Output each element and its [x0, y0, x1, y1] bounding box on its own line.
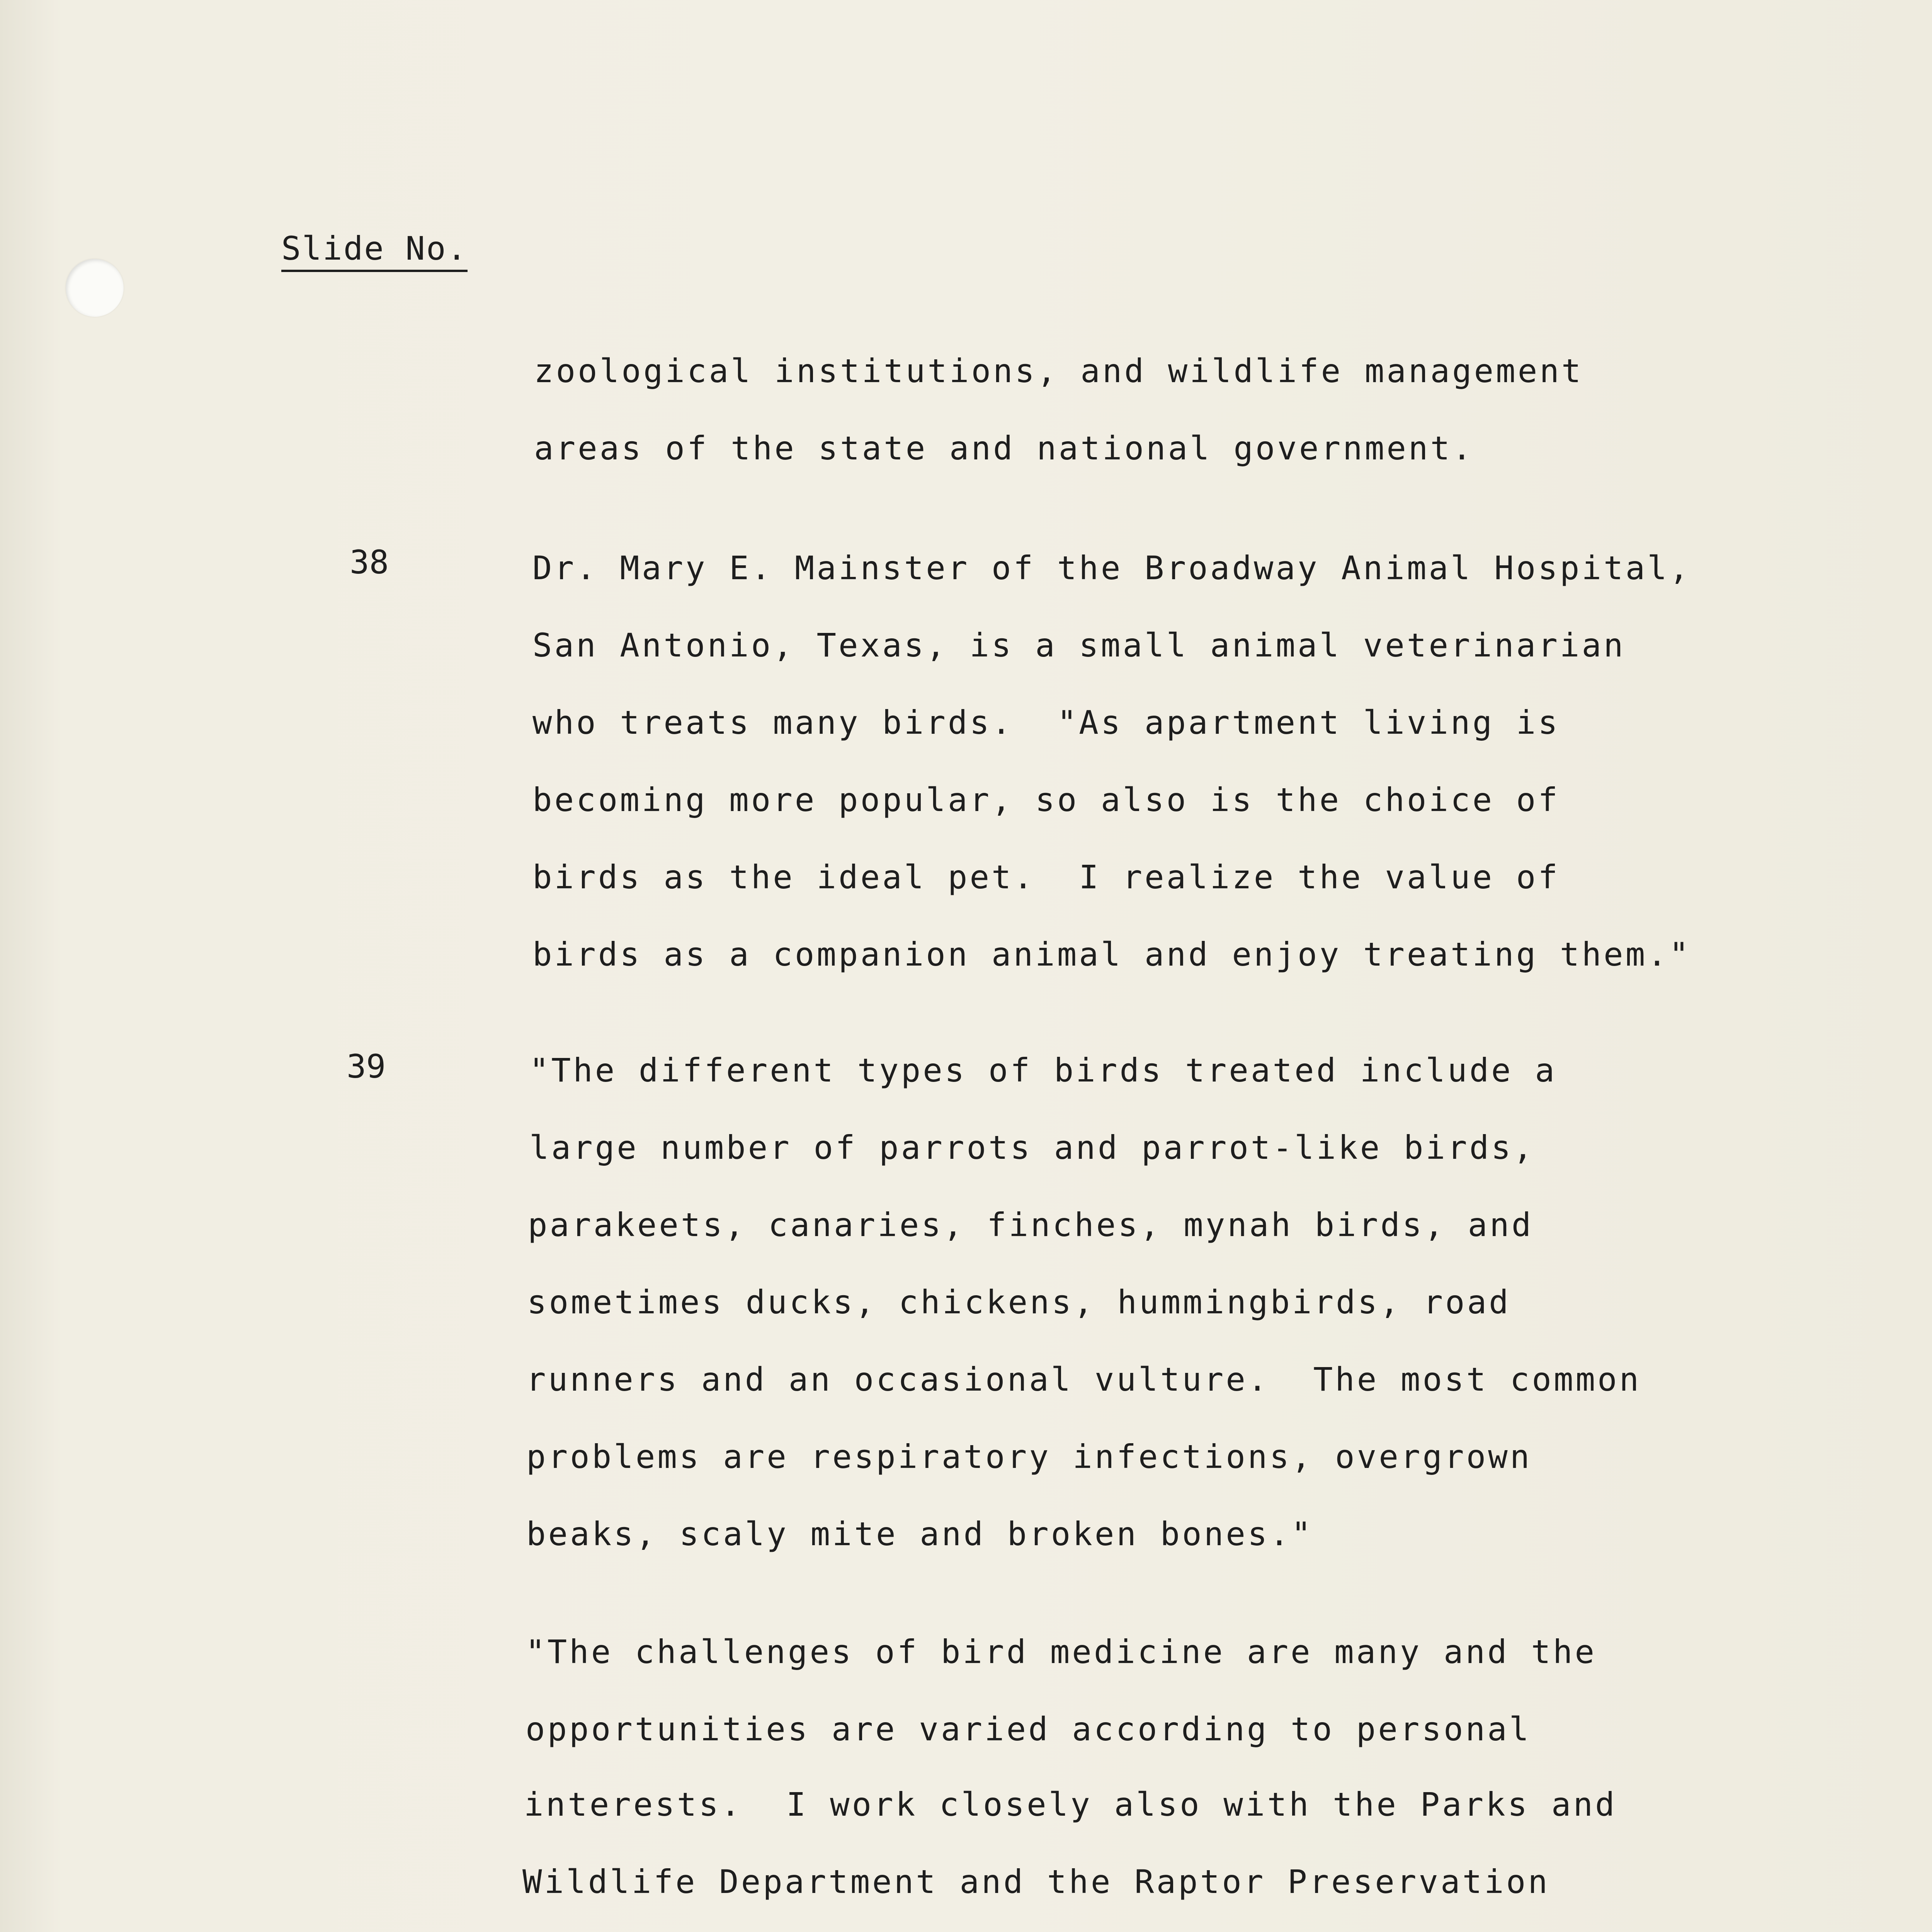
- slide-number-heading: Slide No.: [281, 227, 468, 272]
- text-line: sometimes ducks, chickens, hummingbirds, road: [527, 1283, 1511, 1321]
- slide-number: 38: [350, 543, 389, 581]
- binder-hole-top: [66, 259, 124, 317]
- text-line: beaks, scaly mite and broken bones.": [526, 1515, 1313, 1553]
- text-line: opportunities are varied according to personal: [526, 1710, 1531, 1748]
- text-line: who treats many birds. "As apartment living is: [532, 704, 1560, 742]
- text-line: "The challenges of bird medicine are many and the: [526, 1633, 1597, 1671]
- text-line: parakeets, canaries, finches, mynah birds, and: [528, 1206, 1534, 1244]
- text-line: birds as a companion animal and enjoy treating them.": [532, 935, 1691, 973]
- text-line: zoological institutions, and wildlife management: [534, 352, 1583, 390]
- text-line: San Antonio, Texas, is a small animal veterinarian: [532, 626, 1626, 664]
- text-line: areas of the state and national government.: [534, 429, 1474, 467]
- text-line: "The different types of birds treated include a: [529, 1051, 1557, 1089]
- text-line: problems are respiratory infections, overgrown: [526, 1438, 1532, 1476]
- text-line: interests. I work closely also with the Parks and: [524, 1786, 1617, 1823]
- text-line: Wildlife Department and the Raptor Preservation: [522, 1863, 1550, 1901]
- slide-number: 39: [347, 1048, 386, 1085]
- text-line: large number of parrots and parrot-like birds,: [529, 1129, 1535, 1167]
- text-line: Dr. Mary E. Mainster of the Broadway Animal Hospital,: [532, 549, 1691, 587]
- text-line: birds as the ideal pet. I realize the value of: [532, 858, 1560, 896]
- text-line: becoming more popular, so also is the choice of: [532, 781, 1560, 819]
- text-line: runners and an occasional vulture. The most common: [526, 1361, 1641, 1398]
